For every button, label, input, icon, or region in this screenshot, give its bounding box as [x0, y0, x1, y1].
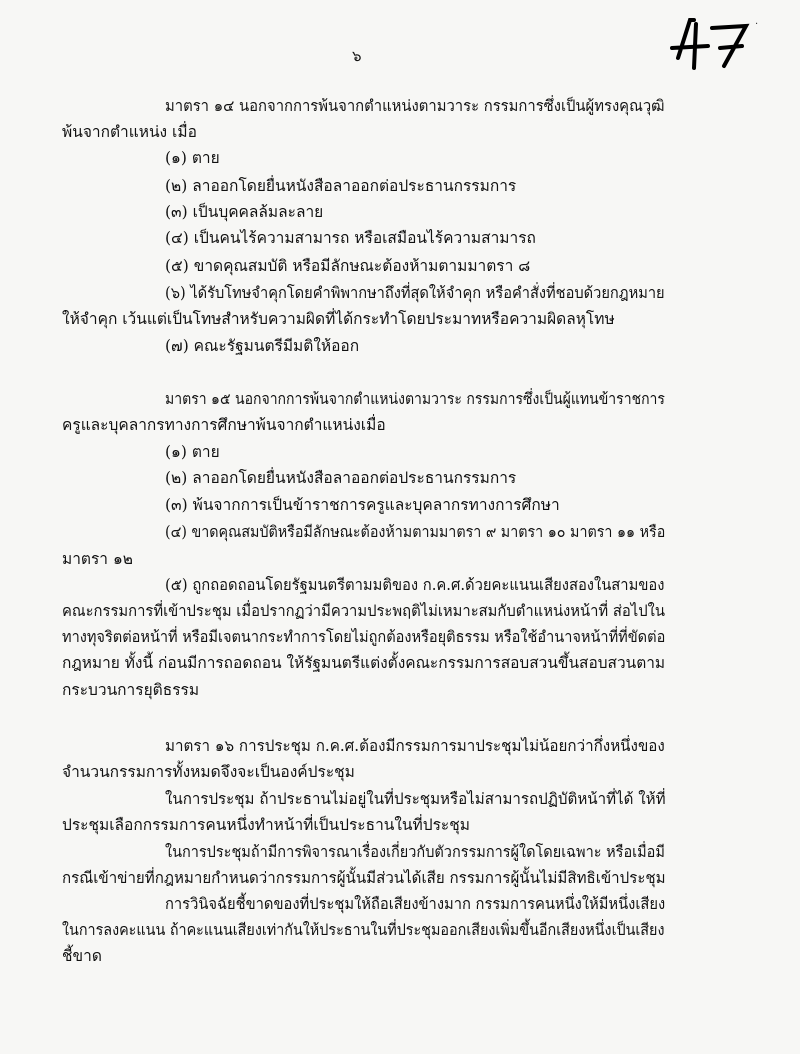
section15-item5-cont: ทางทุจริตต่อหน้าที่ หรือมีเจตนากระทำการโดยไม่ถูกต้องหรือยุติธรรม หรือใช้อำนาจหน้าที่ที่ขัดต่อ — [62, 628, 666, 646]
section16-text: ในการลงคะแนน ถ้าคะแนนเสียงเท่ากันให้ประธานในที่ประชุมออกเสียงเพิ่มขึ้นอีกเสียงหนึ่งเป็นเสียง — [62, 921, 665, 939]
section14-item: (๗) คณะรัฐมนตรีมีมติให้ออก — [165, 337, 360, 355]
section14-item: (๕) ขาดคุณสมบัติ หรือมีลักษณะต้องห้ามตามมาตรา ๘ — [165, 257, 531, 275]
section16-heading: มาตรา ๑๖ การประชุม ก.ค.ศ.ต้องมีกรรมการมาประชุมไม่น้อยกว่ากึ่งหนึ่งของ — [165, 737, 665, 755]
svg-text:47: 47 — [660, 6, 662, 7]
section16-text: ชี้ขาด — [62, 947, 102, 965]
section15-item5: (๕) ถูกถอดถอนโดยรัฐมนตรีตามมติของ ก.ค.ศ.ด้วยคะแนนเสียงสองในสามของ — [165, 576, 665, 594]
section15-item5-cont: กระบวนการยุติธรรม — [62, 681, 200, 699]
section14-item-cont: ให้จำคุก เว้นแต่เป็นโทษสำหรับความผิดที่ได้กระทำโดยประมาทหรือความผิดลหุโทษ — [62, 310, 615, 328]
section14-item: (๔) เป็นคนไร้ความสามารถ หรือเสมือนไร้ความสามารถ — [165, 229, 536, 247]
section15-item: (๑) ตาย — [165, 443, 220, 461]
svg-text:.: . — [755, 16, 759, 27]
section14-item: (๓) เป็นบุคคลล้มละลาย — [165, 203, 324, 221]
section15-heading: มาตรา ๑๕ นอกจากการพ้นจากตำแหน่งตามวาระ กรรมการซึ่งเป็นผู้แทนข้าราชการ — [165, 390, 665, 408]
page-number: ๖ — [352, 47, 362, 65]
section16-paragraph: ในการประชุมถ้ามีการพิจารณาเรื่องเกี่ยวกับตัวกรรมการผู้ใดโดยเฉพาะ หรือเมื่อมี — [165, 843, 665, 861]
section15-heading-cont: ครูและบุคลากรทางการศึกษาพ้นจากตำแหน่งเมื่อ — [62, 416, 386, 434]
section15-item5-cont: กฎหมาย ทั้งนี้ ก่อนมีการถอดถอน ให้รัฐมนตรีแต่งตั้งคณะกรรมการสอบสวนขึ้นสอบสวนตาม — [62, 654, 666, 672]
section15-item: (๔) ขาดคุณสมบัติหรือมีลักษณะต้องห้ามตามมาตรา ๙ มาตรา ๑๐ มาตรา ๑๑ หรือ — [165, 523, 666, 541]
section14-heading: มาตรา ๑๔ นอกจากการพ้นจากตำแหน่งตามวาระ กรรมการซึ่งเป็นผู้ทรงคุณวุฒิ — [165, 97, 665, 115]
section16-paragraph: การวินิจฉัยชี้ขาดของที่ประชุมให้ถือเสียงข้างมาก กรรมการคนหนึ่งให้มีหนึ่งเสียง — [165, 895, 666, 913]
section14-heading-cont: พ้นจากตำแหน่ง เมื่อ — [62, 123, 197, 141]
section14-item: (๒) ลาออกโดยยื่นหนังสือลาออกต่อประธานกรรมการ — [165, 177, 517, 195]
section16-text: กรณีเข้าข่ายที่กฎหมายกำหนดว่ากรรมการผู้นั้นมีส่วนได้เสีย กรรมการผู้นั้นไม่มีสิทธิเข้าประชุม — [62, 869, 666, 887]
section15-item: (๒) ลาออกโดยยื่นหนังสือลาออกต่อประธานกรรมการ — [165, 469, 517, 487]
section16-text: ประชุมเลือกกรรมการคนหนึ่งทำหน้าที่เป็นประธานในที่ประชุม — [62, 816, 470, 834]
section15-item-cont: มาตรา ๑๒ — [62, 550, 133, 568]
section14-item: (๑) ตาย — [165, 149, 220, 167]
section16-text: จำนวนกรรมการทั้งหมดจึงจะเป็นองค์ประชุม — [62, 763, 355, 781]
section15-item: (๓) พ้นจากการเป็นข้าราชการครูและบุคลากรทางการศึกษา — [165, 496, 560, 514]
section15-item5-cont: คณะกรรมการที่เข้าประชุม เมื่อปรากฏว่ามีความประพฤติไม่เหมาะสมกับตำแหน่งหน้าที่ ส่อไปใน — [62, 602, 665, 620]
handwritten-page-number — [660, 6, 770, 76]
section14-item: (๖) ได้รับโทษจำคุกโดยคำพิพากษาถึงที่สุดให้จำคุก หรือคำสั่งที่ชอบด้วยกฎหมาย — [165, 284, 665, 302]
section16-paragraph: ในการประชุม ถ้าประธานไม่อยู่ในที่ประชุมหรือไม่สามารถปฏิบัติหน้าที่ได้ ให้ที่ — [165, 790, 666, 808]
